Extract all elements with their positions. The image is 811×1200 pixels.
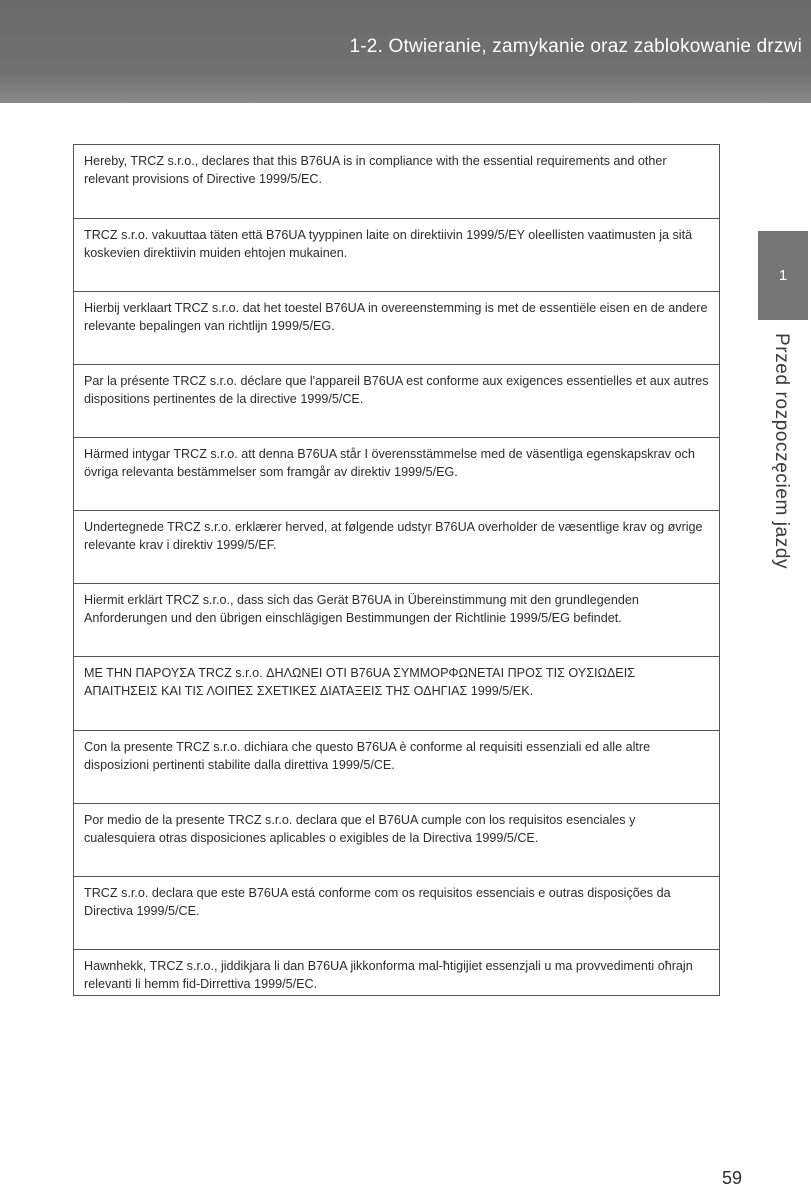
chapter-tab <box>758 231 808 320</box>
chapter-title: Przed rozpoczęciem jazdy <box>771 333 792 570</box>
declaration-da: Undertegnede TRCZ s.r.o. erklærer herved, at følgende udstyr B76UA overholder de væsentlige krav og øvrige relevante krav i direktiv 1999/5/EF. <box>74 510 719 583</box>
declaration-fr: Par la présente TRCZ s.r.o. déclare que l'appareil B76UA est conforme aux exigences essentielles et aux autres dispositions pertinentes de la directive 1999/5/CE. <box>74 364 719 437</box>
declaration-pt: TRCZ s.r.o. declara que este B76UA está conforme com os requisitos essenciais e outras disposições da Directiva 1999/5/CE. <box>74 876 719 949</box>
declaration-sv: Härmed intygar TRCZ s.r.o. att denna B76UA står I överensstämmelse med de väsentliga egenskapskrav och övriga relevanta bestämmelser som framgår av direktiv 1999/5/EG. <box>74 437 719 510</box>
section-title: 1-2. Otwieranie, zamykanie oraz zablokowanie drzwi <box>349 36 802 57</box>
declaration-table <box>73 144 720 996</box>
declaration-el: ΜΕ ΤΗΝ ΠΑΡΟΥΣΑ TRCZ s.r.o. ΔΗΛΩΝΕΙ ΟΤΙ B76UA ΣΥΜΜΟΡΦΩΝΕΤΑΙ ΠΡΟΣ ΤΙΣ ΟΥΣΙΩΔΕΙΣ ΑΠΑΙΤΗΣΕΙΣ ΚΑΙ ΤΙΣ ΛΟΙΠΕΣ ΣΧΕΤΙΚΕΣ ΔΙΑΤΑΞΕΙΣ ΤΗΣ ΟΔΗΓΙΑΣ 1999/5/ΕΚ. <box>74 656 719 730</box>
declaration-es: Por medio de la presente TRCZ s.r.o. declara que el B76UA cumple con los requisitos esenciales y cualesquiera otras disposiciones aplicables o exigibles de la Directiva 1999/5/CE. <box>74 803 719 876</box>
chapter-header-band <box>0 0 811 103</box>
declaration-de: Hiermit erklärt TRCZ s.r.o., dass sich das Gerät B76UA in Übereinstimmung mit den grundlegenden Anforderungen und den übrigen einschlägigen Bestimmungen der Richtlinie 1999/5/EG befindet. <box>74 583 719 656</box>
declaration-nl: Hierbij verklaart TRCZ s.r.o. dat het toestel B76UA in overeenstemming is met de essentiële eisen en de andere relevante bepalingen van richtlijn 1999/5/EG. <box>74 291 719 364</box>
declaration-en: Hereby, TRCZ s.r.o., declares that this B76UA is in compliance with the essential requirements and other relevant provisions of Directive 1999/5/EC. <box>84 154 667 186</box>
page-number: 59 <box>722 1168 743 1188</box>
chapter-number: 1 <box>778 267 788 284</box>
declaration-fi: TRCZ s.r.o. vakuuttaa täten että B76UA tyyppinen laite on direktiivin 1999/5/EY oleellisten vaatimusten ja sitä koskevien direktiivin muiden ehtojen mukainen. <box>74 218 719 291</box>
declaration-mt: Hawnhekk, TRCZ s.r.o., jiddikjara li dan B76UA jikkonforma mal-ħtigijiet essenzjali u ma provvedimenti oħrajn relevanti li hemm fid-Dirrettiva 1999/5/EC. <box>74 949 719 995</box>
declaration-it: Con la presente TRCZ s.r.o. dichiara che questo B76UA è conforme al requisiti essenziali ed alle altre disposizioni pertinenti stabilite dalla direttiva 1999/5/CE. <box>74 730 719 803</box>
